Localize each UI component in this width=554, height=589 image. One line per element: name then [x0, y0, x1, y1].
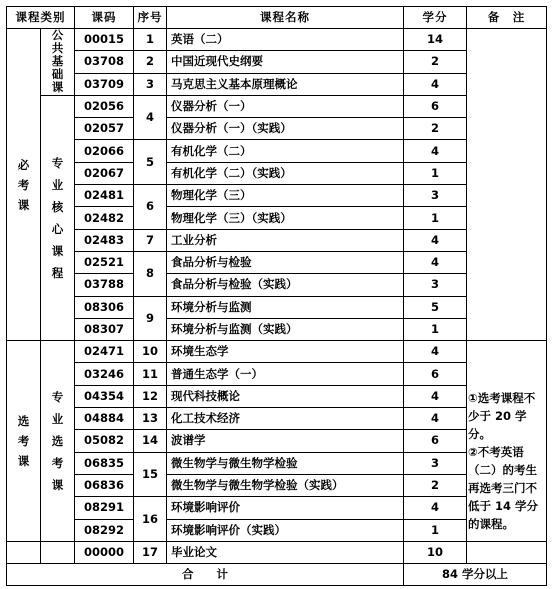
remark-cell-required — [467, 29, 547, 341]
table-row — [7, 95, 547, 117]
course-seq: 11 — [134, 363, 167, 385]
course-name: 物理化学（三）（实践） — [167, 207, 404, 229]
course-seq: 14 — [134, 430, 167, 452]
course-seq: 1 — [134, 29, 167, 51]
course-code: 03246 — [75, 363, 134, 385]
course-name: 英语（二） — [167, 29, 404, 51]
course-credit: 3 — [404, 185, 467, 207]
table-row — [7, 162, 547, 184]
category-char: 基 — [51, 54, 64, 69]
course-name: 微生物学与微生物学检验（实践） — [167, 474, 404, 496]
course-credit: 1 — [404, 318, 467, 340]
course-code: 05082 — [75, 430, 134, 452]
course-credit: 4 — [404, 73, 467, 95]
table-row — [7, 497, 547, 519]
table-row — [7, 519, 547, 541]
course-credit: 4 — [404, 341, 467, 363]
course-name: 有机化学（二） — [167, 140, 404, 162]
course-code: 02057 — [75, 118, 134, 140]
table-row — [7, 385, 547, 407]
category-char: 程 — [51, 266, 64, 281]
course-credit: 6 — [404, 95, 467, 117]
note-line-1: ①选考课程不少于 20 学分。 — [468, 391, 536, 442]
course-code: 02066 — [75, 140, 134, 162]
table-row — [7, 29, 547, 51]
note-line-2: ②不考英语（二）的考生再选考三门不低于 14 学分的课程。 — [468, 445, 539, 532]
course-code: 00000 — [75, 541, 134, 563]
category-char: 课 — [17, 197, 30, 212]
course-code: 00015 — [75, 29, 134, 51]
course-credit: 1 — [404, 519, 467, 541]
course-seq: 3 — [134, 73, 167, 95]
course-credit: 4 — [404, 251, 467, 273]
category-char: 课 — [51, 244, 64, 259]
course-name: 环境分析与监测（实践） — [167, 318, 404, 340]
course-name: 环境影响评价 — [167, 497, 404, 519]
course-code: 08291 — [75, 497, 134, 519]
course-code: 06835 — [75, 452, 134, 474]
table-row — [7, 341, 547, 363]
subcategory-major-core — [41, 95, 75, 340]
category-char: 业 — [51, 178, 64, 193]
empty-cell — [467, 541, 547, 563]
category-char: 必 — [17, 157, 30, 172]
course-seq: 12 — [134, 385, 167, 407]
course-code: 04354 — [75, 385, 134, 407]
course-credit: 4 — [404, 140, 467, 162]
course-name: 现代科技概论 — [167, 385, 404, 407]
category-elective — [7, 341, 41, 542]
category-char: 课 — [17, 453, 30, 468]
table-row — [7, 474, 547, 496]
course-seq: 4 — [134, 95, 167, 140]
category-char: 考 — [17, 433, 30, 448]
category-required — [7, 29, 41, 341]
course-code: 06836 — [75, 474, 134, 496]
table-row — [7, 363, 547, 385]
course-code: 02521 — [75, 251, 134, 273]
total-row — [7, 564, 547, 586]
header-seq: 序号 — [134, 7, 167, 29]
course-code: 08307 — [75, 318, 134, 340]
course-code: 03709 — [75, 73, 134, 95]
course-seq: 16 — [134, 497, 167, 542]
table-row — [7, 541, 547, 563]
course-name: 波谱学 — [167, 430, 404, 452]
total-value: 84 学分以上 — [404, 564, 547, 586]
category-char: 课 — [51, 80, 64, 95]
course-credit: 6 — [404, 363, 467, 385]
category-char: 专 — [51, 389, 64, 404]
table-row — [7, 185, 547, 207]
header-remark: 备 注 — [467, 7, 547, 29]
course-credit: 3 — [404, 452, 467, 474]
course-name: 有机化学（二）（实践） — [167, 162, 404, 184]
table-row — [7, 73, 547, 95]
course-credit: 2 — [404, 474, 467, 496]
course-credit: 1 — [404, 162, 467, 184]
header-row — [7, 7, 547, 29]
course-seq: 17 — [134, 541, 167, 563]
course-code: 02482 — [75, 207, 134, 229]
curriculum-table — [6, 6, 547, 586]
course-seq: 2 — [134, 51, 167, 73]
course-name: 环境生态学 — [167, 341, 404, 363]
course-credit: 10 — [404, 541, 467, 563]
header-code: 课码 — [75, 7, 134, 29]
course-credit: 4 — [404, 385, 467, 407]
course-code: 08292 — [75, 519, 134, 541]
course-name: 环境影响评价（实践） — [167, 519, 404, 541]
category-char: 考 — [17, 177, 30, 192]
subcategory-public-basic — [41, 29, 75, 96]
empty-cell — [7, 541, 41, 563]
table-row — [7, 318, 547, 340]
category-char: 课 — [51, 477, 64, 492]
course-credit: 2 — [404, 51, 467, 73]
table-row — [7, 452, 547, 474]
course-name: 食品分析与检验（实践） — [167, 274, 404, 296]
course-code: 02067 — [75, 162, 134, 184]
course-seq: 13 — [134, 408, 167, 430]
course-name: 普通生态学（一） — [167, 363, 404, 385]
category-char: 选 — [17, 413, 30, 428]
table-row — [7, 274, 547, 296]
table-row — [7, 408, 547, 430]
course-code: 02471 — [75, 341, 134, 363]
course-name: 工业分析 — [167, 229, 404, 251]
course-credit: 5 — [404, 296, 467, 318]
empty-cell — [41, 541, 75, 563]
course-code: 03788 — [75, 274, 134, 296]
course-name: 环境分析与监测 — [167, 296, 404, 318]
header-course-name: 课程名称 — [167, 7, 404, 29]
table-row — [7, 430, 547, 452]
course-credit: 3 — [404, 274, 467, 296]
course-code: 04884 — [75, 408, 134, 430]
course-code: 08306 — [75, 296, 134, 318]
category-char: 心 — [51, 222, 64, 237]
course-code: 02056 — [75, 95, 134, 117]
category-char: 公 — [51, 28, 64, 43]
course-credit: 2 — [404, 118, 467, 140]
course-name: 物理化学（三） — [167, 185, 404, 207]
course-credit: 4 — [404, 497, 467, 519]
course-name: 微生物学与微生物学检验 — [167, 452, 404, 474]
remark-notes — [467, 341, 547, 542]
category-char: 专 — [51, 156, 64, 171]
total-label: 合 计 — [7, 564, 404, 586]
category-char: 础 — [51, 67, 64, 82]
category-char: 核 — [51, 200, 64, 215]
course-credit: 14 — [404, 29, 467, 51]
table-row — [7, 251, 547, 273]
course-name: 马克思主义基本原理概论 — [167, 73, 404, 95]
course-credit: 6 — [404, 430, 467, 452]
table-row — [7, 140, 547, 162]
category-char: 共 — [51, 41, 64, 56]
course-name: 仪器分析（一） — [167, 95, 404, 117]
course-name: 仪器分析（一）（实践） — [167, 118, 404, 140]
course-seq: 15 — [134, 452, 167, 497]
table-row — [7, 296, 547, 318]
category-char: 业 — [51, 411, 64, 426]
course-code: 02481 — [75, 185, 134, 207]
course-name: 食品分析与检验 — [167, 251, 404, 273]
category-char: 考 — [51, 455, 64, 470]
table-row — [7, 51, 547, 73]
curriculum-table-wrapper — [6, 6, 547, 586]
course-credit: 4 — [404, 408, 467, 430]
course-seq: 9 — [134, 296, 167, 341]
table-row — [7, 229, 547, 251]
course-name: 化工技术经济 — [167, 408, 404, 430]
course-name: 中国近现代史纲要 — [167, 51, 404, 73]
subcategory-major-elective — [41, 341, 75, 542]
table-row — [7, 207, 547, 229]
course-seq: 10 — [134, 341, 167, 363]
course-code: 03708 — [75, 51, 134, 73]
category-char: 选 — [51, 433, 64, 448]
course-code: 02483 — [75, 229, 134, 251]
header-category: 课程类别 — [7, 7, 75, 29]
course-credit: 1 — [404, 207, 467, 229]
course-name: 毕业论文 — [167, 541, 404, 563]
course-seq: 8 — [134, 251, 167, 296]
course-credit: 4 — [404, 229, 467, 251]
table-row — [7, 118, 547, 140]
header-credit: 学分 — [404, 7, 467, 29]
course-seq: 5 — [134, 140, 167, 185]
course-seq: 7 — [134, 229, 167, 251]
course-seq: 6 — [134, 185, 167, 230]
